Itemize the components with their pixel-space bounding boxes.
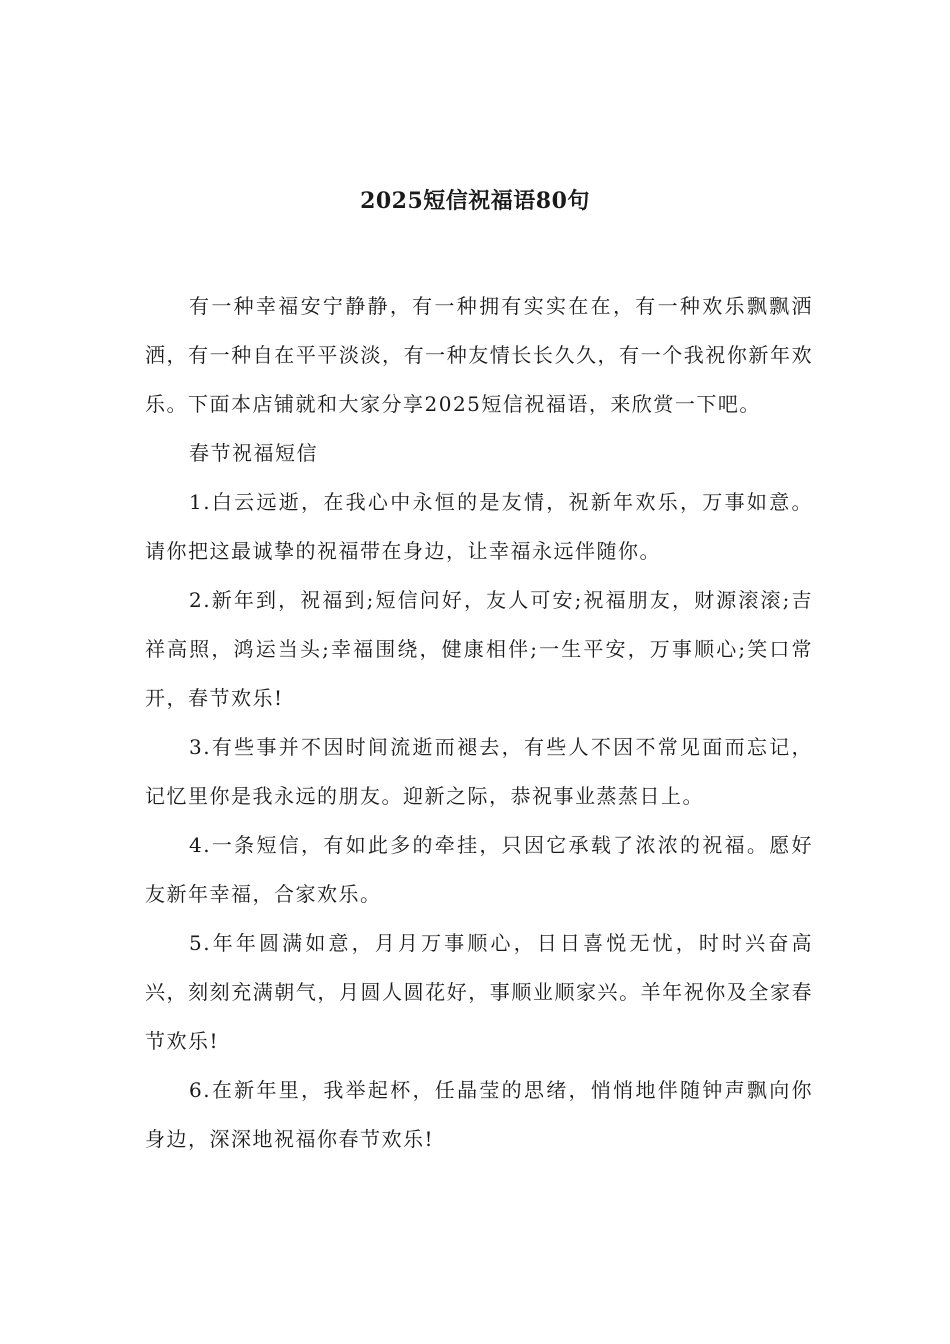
document-body (145, 282, 813, 1164)
list-item: 2.新年到，祝福到;短信问好，友人可安;祝福朋友，财源滚滚;吉祥高照，鸿运当头;幸福围绕，健康相伴;一生平安，万事顺心;笑口常开，春节欢乐! (145, 588, 813, 710)
list-item: 3.有些事并不因时间流逝而褪去，有些人不因不常见面而忘记，记忆里你是我永远的朋友。迎新之际，恭祝事业蒸蒸日上。 (145, 735, 813, 808)
list-item: 4.一条短信，有如此多的牵挂，只因它承载了浓浓的祝福。愿好友新年幸福，合家欢乐。 (145, 833, 813, 906)
section-heading: 春节祝福短信 (189, 441, 318, 465)
intro-paragraph: 有一种幸福安宁静静，有一种拥有实实在在，有一种欢乐飘飘洒洒，有一种自在平平淡淡，有一种友情长长久久，有一个我祝你新年欢乐。下面本店铺就和大家分享2025短信祝福语，来欣赏一下吧。 (145, 294, 813, 416)
list-item: 6.在新年里，我举起杯，任晶莹的思绪，悄悄地伴随钟声飘向你身边，深深地祝福你春节欢乐! (145, 1078, 813, 1151)
list-item: 5.年年圆满如意，月月万事顺心，日日喜悦无忧，时时兴奋高兴，刻刻充满朝气，月圆人圆花好，事顺业顺家兴。羊年祝你及全家春节欢乐! (145, 931, 813, 1053)
list-item: 1.白云远逝，在我心中永恒的是友情，祝新年欢乐，万事如意。请你把这最诚挚的祝福带在身边，让幸福永远伴随你。 (145, 490, 813, 563)
page-title: 2025短信祝福语80句 (360, 188, 590, 214)
